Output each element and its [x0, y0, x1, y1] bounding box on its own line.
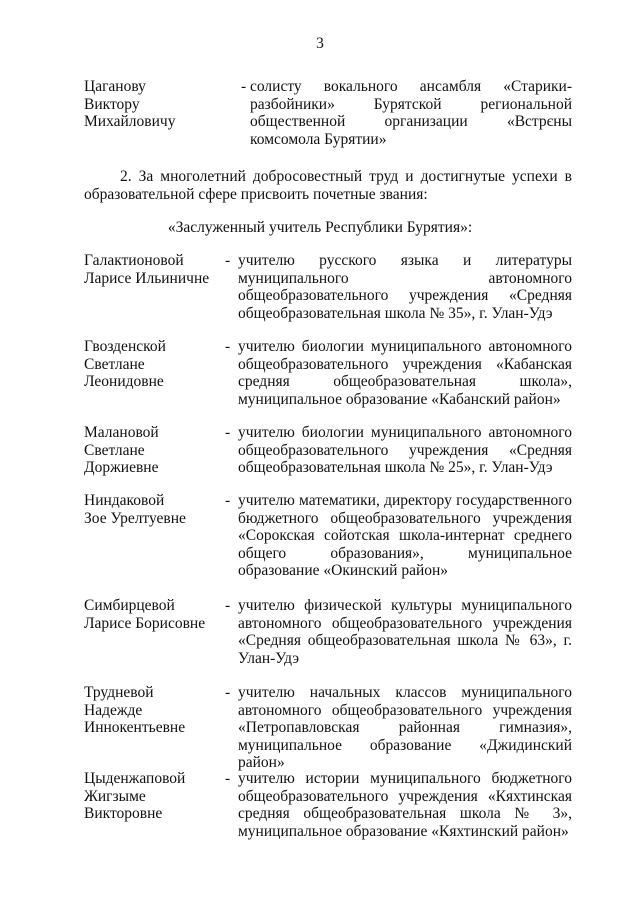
- name-line: Ниндаковой: [84, 492, 165, 509]
- name-line: Цаганову: [84, 78, 146, 95]
- recipient-description: учителю истории муниципального бюджетного общеобразовательного учреждения «Кяхтинская средняя общеобразовательная школа № 3», муниципальное образование «Кяхтинский район»: [238, 770, 572, 840]
- name-line: Светлане: [84, 441, 145, 459]
- recipient-description: учителю начальных классов муниципального автономного общеобразовательного учреждения «Петропавловская районная гимназия», муниципальное образование «Джидинский район»: [238, 684, 572, 771]
- name-line: Викторовне: [84, 805, 163, 822]
- page-number: 3: [316, 35, 324, 52]
- name-line: Леонидовне: [84, 373, 164, 390]
- recipient-name: [84, 492, 234, 527]
- name-line: Виктору: [84, 95, 140, 113]
- recipient-description: учителю русского языка и литературы муниципального автономного общеобразовательного учреждения «Средняя общеобразовательная школа № 35», г. Улан-Удэ: [238, 252, 572, 322]
- name-line: Ларисе Борисовне: [84, 614, 206, 632]
- recipient-description: учителю математики, директору государственного бюджетного общеобразовательного учреждения «Сорокская сойотская школа-интернат среднего общего образования», муниципальное образование «Окинский район»: [238, 492, 572, 579]
- dash-separator: -: [225, 252, 231, 269]
- name-line: Доржиевне: [84, 459, 159, 476]
- recipient-name: [84, 597, 234, 632]
- name-line: Жигзыме: [84, 787, 146, 805]
- dash-separator: -: [225, 597, 231, 614]
- recipient-name: [84, 424, 234, 477]
- name-line: Галактионовой: [84, 252, 184, 269]
- name-line: Светлане: [84, 355, 145, 373]
- recipient-description: солисту вокального ансамбля «Старики-разбойники» Бурятской региональной общественной организации «Встрєны комсомола Бурятии»: [250, 78, 572, 148]
- recipient-description: учителю биологии муниципального автономного общеобразовательного учреждения «Кабанская средняя общеобразовательная школа», муниципальное образование «Кабанский район»: [238, 338, 572, 408]
- recipient-name: [84, 252, 234, 287]
- recipient-name: [84, 78, 234, 131]
- name-line: Симбирцевой: [84, 597, 175, 614]
- name-line: Иннокентьевне: [84, 719, 186, 736]
- dash-separator: -: [225, 424, 231, 441]
- honorary-title-heading: «Заслуженный учитель Республики Бурятия»:: [167, 219, 473, 236]
- name-line: Малановой: [84, 424, 159, 441]
- dash-separator: -: [225, 684, 231, 701]
- name-line: Михайловичу: [84, 113, 176, 130]
- dash-separator: -: [225, 492, 231, 509]
- name-line: Ларисе Ильиничне: [84, 269, 210, 287]
- name-line: Гвозденской: [84, 338, 166, 355]
- name-line: Зое Урелтуевне: [84, 509, 186, 527]
- recipient-description: учителю физической культуры муниципального автономного общеобразовательного учреждения «Средняя общеобразовательная школа № 63», г. Улан-Удэ: [238, 597, 572, 667]
- dash-separator: -: [225, 770, 231, 787]
- recipient-name: [84, 684, 234, 737]
- recipient-name: [84, 770, 234, 823]
- recipient-description: учителю биологии муниципального автономного общеобразовательного учреждения «Средняя общеобразовательная школа № 25», г. Улан-Удэ: [238, 424, 572, 476]
- name-line: Трудневой: [84, 684, 154, 701]
- decree-paragraph: 2. За многолетний добросовестный труд и достигнутые успехи в образовательной сфере присвоить почетные звания:: [84, 168, 572, 203]
- dash-separator: -: [241, 78, 247, 95]
- name-line: Цыденжаповой: [84, 770, 186, 787]
- recipient-name: [84, 338, 234, 391]
- name-line: Надежде: [84, 701, 143, 719]
- dash-separator: -: [225, 338, 231, 355]
